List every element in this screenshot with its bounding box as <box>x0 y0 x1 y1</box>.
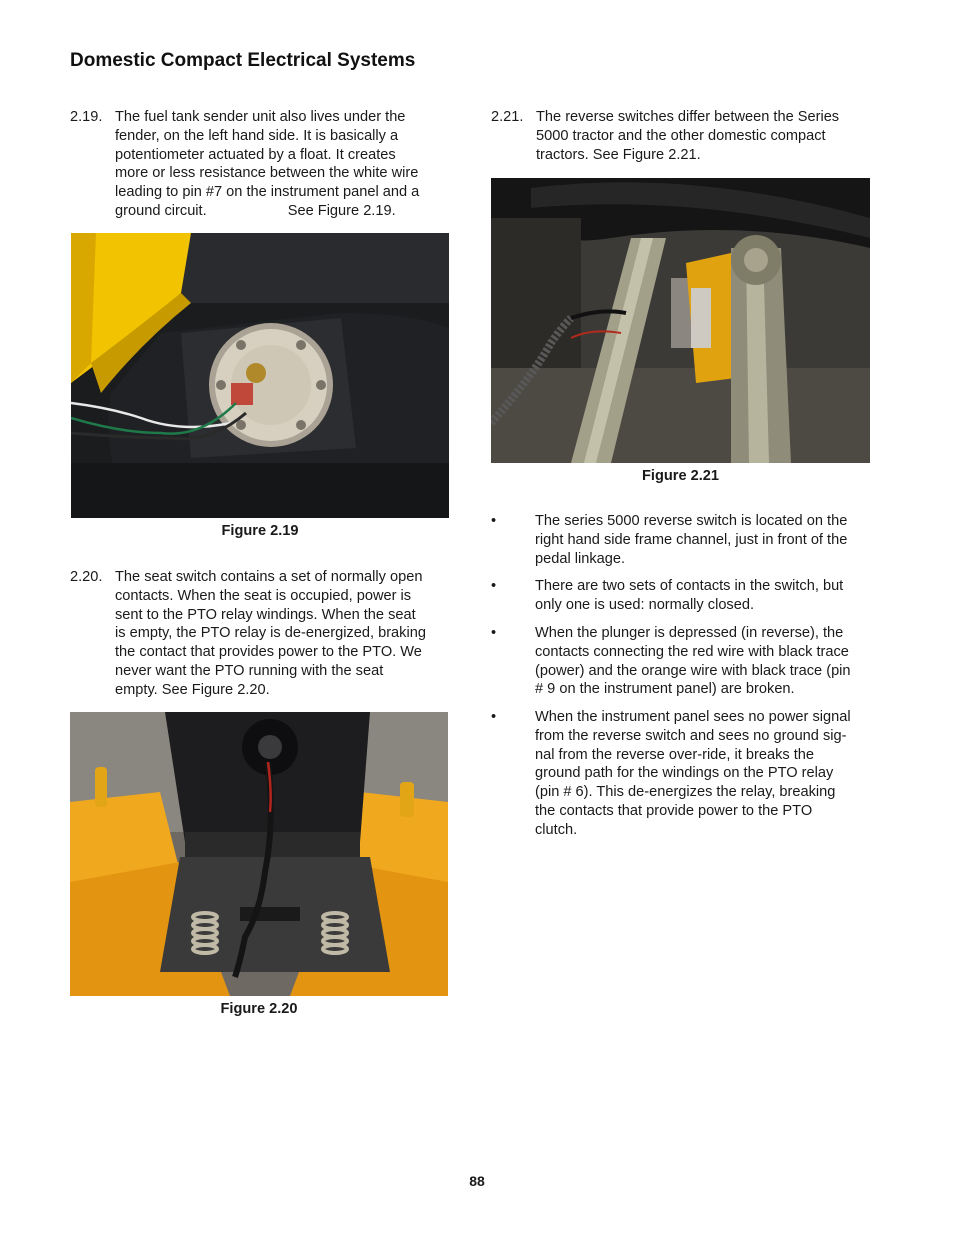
text-line: leading to pin #7 on the instrument panel and a <box>115 184 420 201</box>
bullet-symbol: • <box>491 709 497 725</box>
text-line: the contacts that provide power to the PTO <box>535 802 813 819</box>
text-line: pedal linkage. <box>535 550 626 567</box>
figure-2-19-photo <box>71 233 449 518</box>
page-number: 88 <box>469 1173 485 1189</box>
text-line: nal from the reverse over-ride, it breaks the <box>535 746 815 763</box>
bullet-body <box>535 708 871 840</box>
bullet-body <box>535 577 871 615</box>
text-line: contacts connecting the red wire with black trace <box>535 643 849 660</box>
figure-2-21-photo <box>491 178 870 463</box>
paragraph-number: 2.20. <box>70 569 103 585</box>
text-line: right hand side frame channel, just in front of the <box>535 531 848 548</box>
bullet-symbol: • <box>491 625 497 641</box>
paragraph-body <box>536 108 839 164</box>
text-line: (pin # 6). This de-energizes the relay, breaking <box>535 784 836 801</box>
paragraph-body <box>115 568 426 700</box>
bullet-symbol: • <box>491 513 497 529</box>
text-line: The reverse switches differ between the Series <box>536 109 840 125</box>
paragraph-number: 2.21. <box>491 109 524 125</box>
text-line: 5000 tractor and the other domestic compact <box>536 127 826 144</box>
text-line: The fuel tank sender unit also lives under the <box>115 109 406 125</box>
paragraph-body <box>115 108 419 221</box>
text-line: never want the PTO running with the seat <box>115 662 384 679</box>
text-line: ground circuit. See Figure 2.19. <box>115 202 396 219</box>
text-line: tractors. See Figure 2.21. <box>536 146 701 163</box>
text-line: more or less resistance between the white wire <box>115 165 419 182</box>
text-line: only one is used: normally closed. <box>535 596 755 613</box>
text-line: The series 5000 reverse switch is located on the <box>535 513 848 529</box>
figure-2-21-caption: Figure 2.21 <box>641 468 720 484</box>
text-line: # 9 on the instrument panel) are broken. <box>535 681 795 698</box>
bullet-symbol: • <box>491 578 497 594</box>
paragraph-number: 2.19. <box>70 109 103 125</box>
page-title: Domestic Compact Electrical Systems <box>70 50 416 71</box>
bullet-body <box>535 624 871 699</box>
text-line: clutch. <box>535 821 578 838</box>
text-line: fender, on the left hand side. It is basically a <box>115 127 399 144</box>
text-line: empty. See Figure 2.20. <box>115 681 270 698</box>
text-line: from the reverse switch and sees no ground sig- <box>535 727 847 744</box>
text-line: potentiometer actuated by a float. It creates <box>115 146 396 163</box>
text-line: There are two sets of contacts in the switch, but <box>535 578 844 594</box>
figure-2-20-photo <box>70 712 448 996</box>
figure-2-19-caption: Figure 2.19 <box>221 523 299 539</box>
text-line: (power) and the orange wire with black trace (pin <box>535 662 851 679</box>
text-line: the contact that provides power to the PTO. We <box>115 644 422 661</box>
figure-2-20-caption: Figure 2.20 <box>220 1001 298 1017</box>
text-line: When the plunger is depressed (in reverse), the <box>535 625 844 641</box>
text-line: contacts. When the seat is occupied, power is <box>115 587 412 604</box>
text-line: When the instrument panel sees no power signal <box>535 709 851 725</box>
text-line: ground path for the windings on the PTO relay <box>535 765 834 782</box>
text-line: sent to the PTO relay windings. When the seat <box>115 606 416 623</box>
text-line: is empty, the PTO relay is de-energized, braking <box>115 625 426 642</box>
bullet-body <box>535 512 871 568</box>
text-line: The seat switch contains a set of normally open <box>115 569 423 585</box>
